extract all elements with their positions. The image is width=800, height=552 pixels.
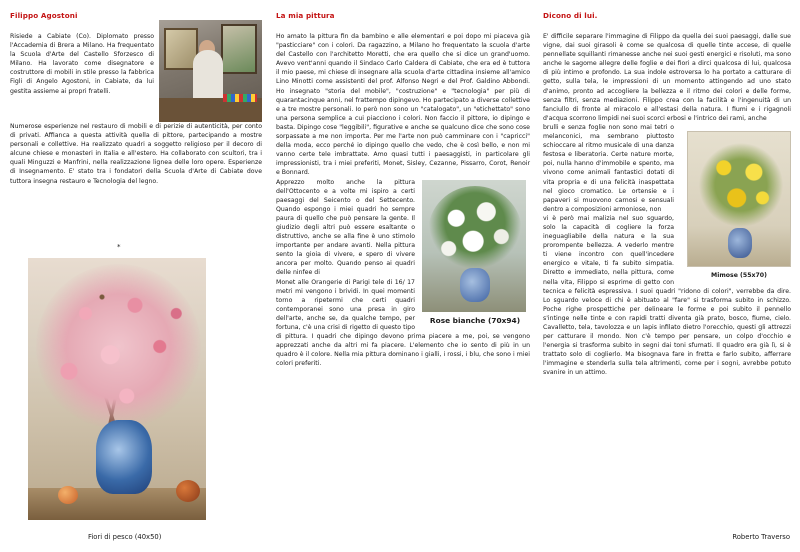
painter-photo (159, 20, 262, 122)
dicono-text (543, 32, 791, 378)
pittura-heading: La mia pittura (276, 11, 335, 20)
pittura-text-bottom: Monet alle Orangerie di Parigi tele di 16/ 17 metri mi vengono i brividi. In quei momenti torno a ripetermi che certi quadri contemporanei sono una presa in giro dell'arte, anche se, da qualche tempo, per fortuna, c'è una crisi di rigetto di questo tipo di pittura. I quadri che dipingo devono prima piacere a me, poi, se vengono apprezzati anche da altri mi fa piacere. L'elemento che io sento di più in un quadro è il colore. Nella mia pittura dominano i gialli, i rossi, i blu, che sono i miei colori preferiti. (276, 278, 530, 368)
column-la-mia-pittura (276, 8, 530, 368)
caption-mimose: Mimose (55x70) (711, 271, 767, 279)
dicono-text-bottom: vi è però mai malizia nel suo sguardo, solo la capacità di cogliere la forza ineguagliabile della natura e la sua prorompente bellezza. A vederlo mentre ti viene incontro con quell'incedere energico e vitale, ti fa subito simpatia. Diretto e immediato, nella pittura, come nella vita, Filippo si esprime di getto con tecnica e felicità espressiva. I suoi quadri "ridono di colori", verrebbe da dire. Lo sguardo veloce di chi è abituato al "fare" si trasforma subito in schizzo. Poche righe prospettiche per delineare le forme e poi subito il pennello s'intinge nelle tinte e con rapidi tratti diventa già prato, bosco, fiume, cielo. Cavalletto, tela, tavolozza e un lapis infilato dietro l'orecchio, questi gli attrezzi per catturare il mondo. Non c'è tempo per pensare, un colpo d'occhio e l'energia si trasforma subito in segni dai toni sfumati. Il quadro era già lì, si è trattato solo di coglierlo. Ma bisognava fare in fretta e farlo subito, afferrare l'immagine e stenderla sulla tela altrimenti, come per i sogni, avrebbe potuto svanire in un attimo. (543, 214, 791, 377)
biography-body: Numerose esperienze nel restauro di mobili e di perizie di autenticità, per conto di privati. Affianca a questa attività quella di pittore, partecipando a mostre personali e collettive. Ha realizzato quadri a soggetto religioso per il decoro di alcune chiese e monasteri in Italia e all'estero. Ha collaborato con scultori, tra i quali Minguzzi e Manfrini, nella realizzazione lignea delle loro opere. Esperienze di Insegnamento. E' stato tra i fondatori della Scuola d'Arte di Cabiate dove tuttora insegna restauro e Tecnologia del legno. (10, 123, 262, 185)
dicono-text-float: brulli e senza foglie non sono mai tetri o melanconici, ma sembrano piuttosto schioccare al ritmo musicale di una danza festosa e liberatoria. Certe nature morte, poi, nulla hanno d'immobile e spento, ma vivono come animali fantastici dotati di vita propria e di una felicità inaspettata nel gioco cromatico. Le ortensie e i papaveri si muovono carnosi e sensuali dentro a composizioni armoniose, non (543, 123, 674, 213)
mimose-figure (679, 123, 791, 280)
column-dicono-di-lui (543, 8, 791, 378)
painting-fiori-di-pesco (28, 258, 206, 520)
biography-heading: Filippo Agostoni (10, 11, 78, 20)
painting-mimose (687, 131, 791, 267)
column-biography (10, 8, 262, 186)
biography-intro: Risiede a Cabiate (Co). Diplomato presso l'Accademia di Brera a Milano. Ha frequentato la Scuola d'Arte del Castello Sforzesco di Milano. Ha lavorato come disegnatore e costruttore di mobili in stile presso la fabbrica Figli di Angelo Agostoni, in Cabiate, da lui gestita assieme ai propri fratelli. (10, 33, 154, 95)
caption-fiori-di-pesco: Fiori di pesco (40x50) (88, 533, 162, 541)
rose-figure (420, 178, 530, 327)
caption-rose-bianche: Rose bianche (70x94) (429, 315, 521, 325)
author-signature: Roberto Traverso (732, 533, 790, 541)
painting-rose-bianche (422, 180, 526, 312)
pittura-text-float: Apprezzo molto anche la pittura dell'Ottocento e a volte mi ispiro a certi paesaggi del Seicento o del Settecento. Quando espongo i miei quadri ho sempre paura di quello che può pensare la gente. Il giudizio degli altri può essere esaltante o distruttivo, anche se alla fine è uno stimolo importante per andare avanti. Nella pittura sento la gioia di vivere, e spero di vivere ancora per molto. Quando penso ai quadri delle ninfee di (276, 178, 415, 277)
dicono-text-top: E' difficile separare l'immagine di Filippo da quella dei suoi paesaggi, dalle sue vigne, dai suoi girasoli è come se qualcosa di quelle tinte accese, di quelle pennellate squillanti rimanesse anche nei suoi gesti energici e risoluti, ma sono anche le sagome allegre delle foglie e dei fiori a dirci qualcosa di lui, qualcosa di più intimo e profondo. La sua indole estroversa lo ha portato a catturare di getto, sulla tela, le impressioni di un momento attingendo ad uno stato d'animo, pronto ad accogliere la bellezza e il ritmo dei colori e delle forme, senza filtri, senza mediazioni. Filippo crea con la facilità e l'ingenuità di un fanciullo di fronte al miracolo e all'estasi della natura. I fiumi e i rigagnoli d'acqua scorrono limpidi nei suoi scorci erbosi e l'intrico dei rami, anche (543, 33, 791, 122)
biography-text (10, 32, 262, 186)
pittura-text (276, 32, 530, 368)
pittura-text-top: Ho amato la pittura fin da bambino e alle elementari e poi dopo mi piaceva già "pasticciare" con i colori. Da ragazzino, a Milano ho frequentato la scuola d'arte del Castello con l'architetto Moretti, che era quello che si dice un grand'uomo. Avevo vent'anni quando il Sindaco Carlo Caldera di Cabiate, che era ed è tuttora il mio paese, mi chiese di insegnare alla scuola d'arte cittadina insieme all'amico Lino Minotti come assistenti del prof. Alfonso Negri e del Prof. Galdino Abbondi. Ho insegnato "storia del mobile", "costruzione" e "tecnologia" per più di quarantacinque anni, nel frattempo dipingevo. Ho partecipato a diverse collettive e a tre mostre personali. Io però non sono un "catalogato", un "etichettato" sono una persona semplice a cui piacciono i colori. Non faccio il pittore, io dipingo e basta. Dipingo cose "leggibili", figurative e anche se qualcuno dice che sono cose sorpassate a me non importa. Per me l'arte non può camminare con i "capricci" della moda, ecco perché io dipingo quello che vedo, che è così bello, e non mi vanno certe tele imbrattate. Amo quasi tutti i paesaggisti, in particolare gli impressionisti, tra i miei preferiti, Monet, Sisley, Cezanne, Pissarro, Corot, Renoir e Bonnard. (276, 33, 530, 177)
dicono-heading: Dicono di lui. (543, 11, 598, 20)
asterisk-mark: * (117, 243, 121, 251)
